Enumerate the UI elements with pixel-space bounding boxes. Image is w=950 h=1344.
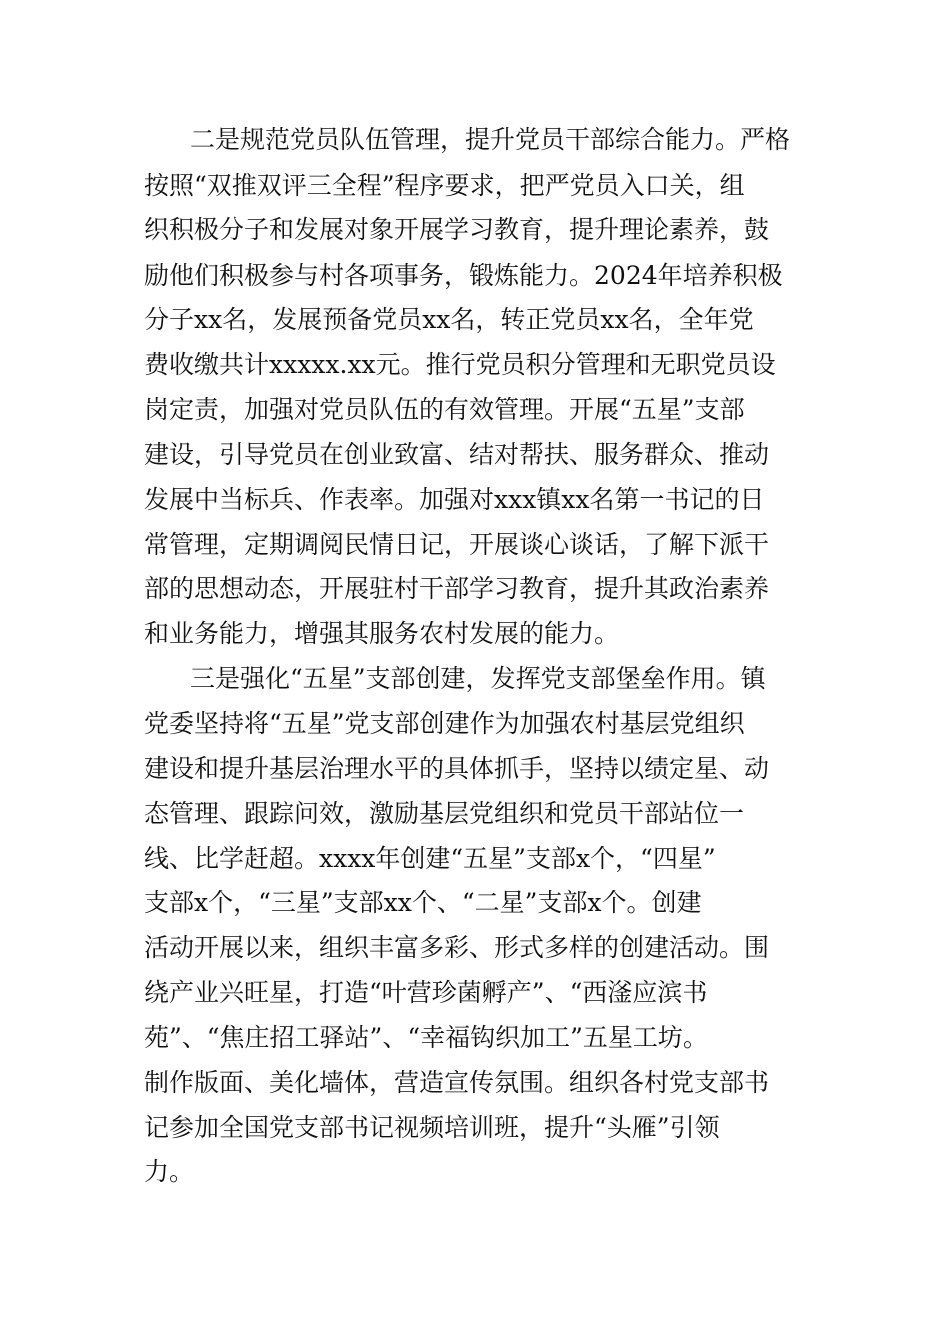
text-line: 岗定责，加强对党员队伍的有效管理。开展“五星”支部: [144, 395, 745, 424]
text-line: 建设，引导党员在创业致富、结对帮扶、服务群众、推动: [144, 440, 770, 469]
text-line: 二是规范党员队伍管理，提升党员干部综合能力。严格: [190, 125, 791, 154]
text-line: 活动开展以来，组织丰富多彩、形式多样的创建活动。围: [144, 933, 770, 962]
text-line: 织积极分子和发展对象开展学习教育，提升理论素养，鼓: [144, 215, 770, 244]
text-line: 绕产业兴旺星，打造“叶营珍菌孵产”、“西滏应滨书: [144, 978, 708, 1007]
text-line: 按照“双推双评三全程”程序要求，把严党员入口关，组: [144, 171, 745, 200]
text-line: 常管理，定期调阅民情日记，开展谈心谈话，了解下派干: [144, 530, 770, 559]
text-line: 线、比学赶超。xxxx年创建“五星”支部x个，“四星”: [144, 844, 716, 873]
text-line: 费收缴共计xxxxx.xx元。推行党员积分管理和无职党员设: [144, 350, 776, 379]
text-line: 励他们积极参与村各项事务，锻炼能力。2024年培养积极: [144, 261, 783, 290]
text-line: 党委坚持将“五星”党支部创建作为加强农村基层党组织: [144, 709, 745, 738]
text-line: 记参加全国党支部书记视频培训班，提升“头雁”引领: [144, 1113, 720, 1142]
text-line: 部的思想动态，开展驻村干部学习教育，提升其政治素养: [144, 574, 770, 603]
text-line: 建设和提升基层治理水平的具体抓手，坚持以绩定星、动: [144, 754, 770, 783]
text-line: 发展中当标兵、作表率。加强对xxx镇xx名第一书记的日: [144, 485, 765, 514]
text-line: 分子xx名，发展预备党员xx名，转正党员xx名，全年党: [144, 305, 754, 334]
text-line: 态管理、跟踪问效，激励基层党组织和党员干部站位一: [144, 799, 745, 828]
text-line: 支部x个，“三星”支部xx个、“二星”支部x个。创建: [144, 888, 702, 917]
text-line: 三是强化“五星”支部创建，发挥党支部堡垒作用。镇: [190, 664, 766, 693]
text-line: 和业务能力，增强其服务农村发展的能力。: [144, 619, 620, 648]
text-line: 制作版面、美化墙体，营造宣传氛围。组织各村党支部书: [144, 1068, 770, 1097]
text-line: 苑”、“焦庄招工驿站”、“幸福钩织加工”五星工坊。: [144, 1023, 708, 1052]
text-line: 力。: [144, 1157, 195, 1186]
